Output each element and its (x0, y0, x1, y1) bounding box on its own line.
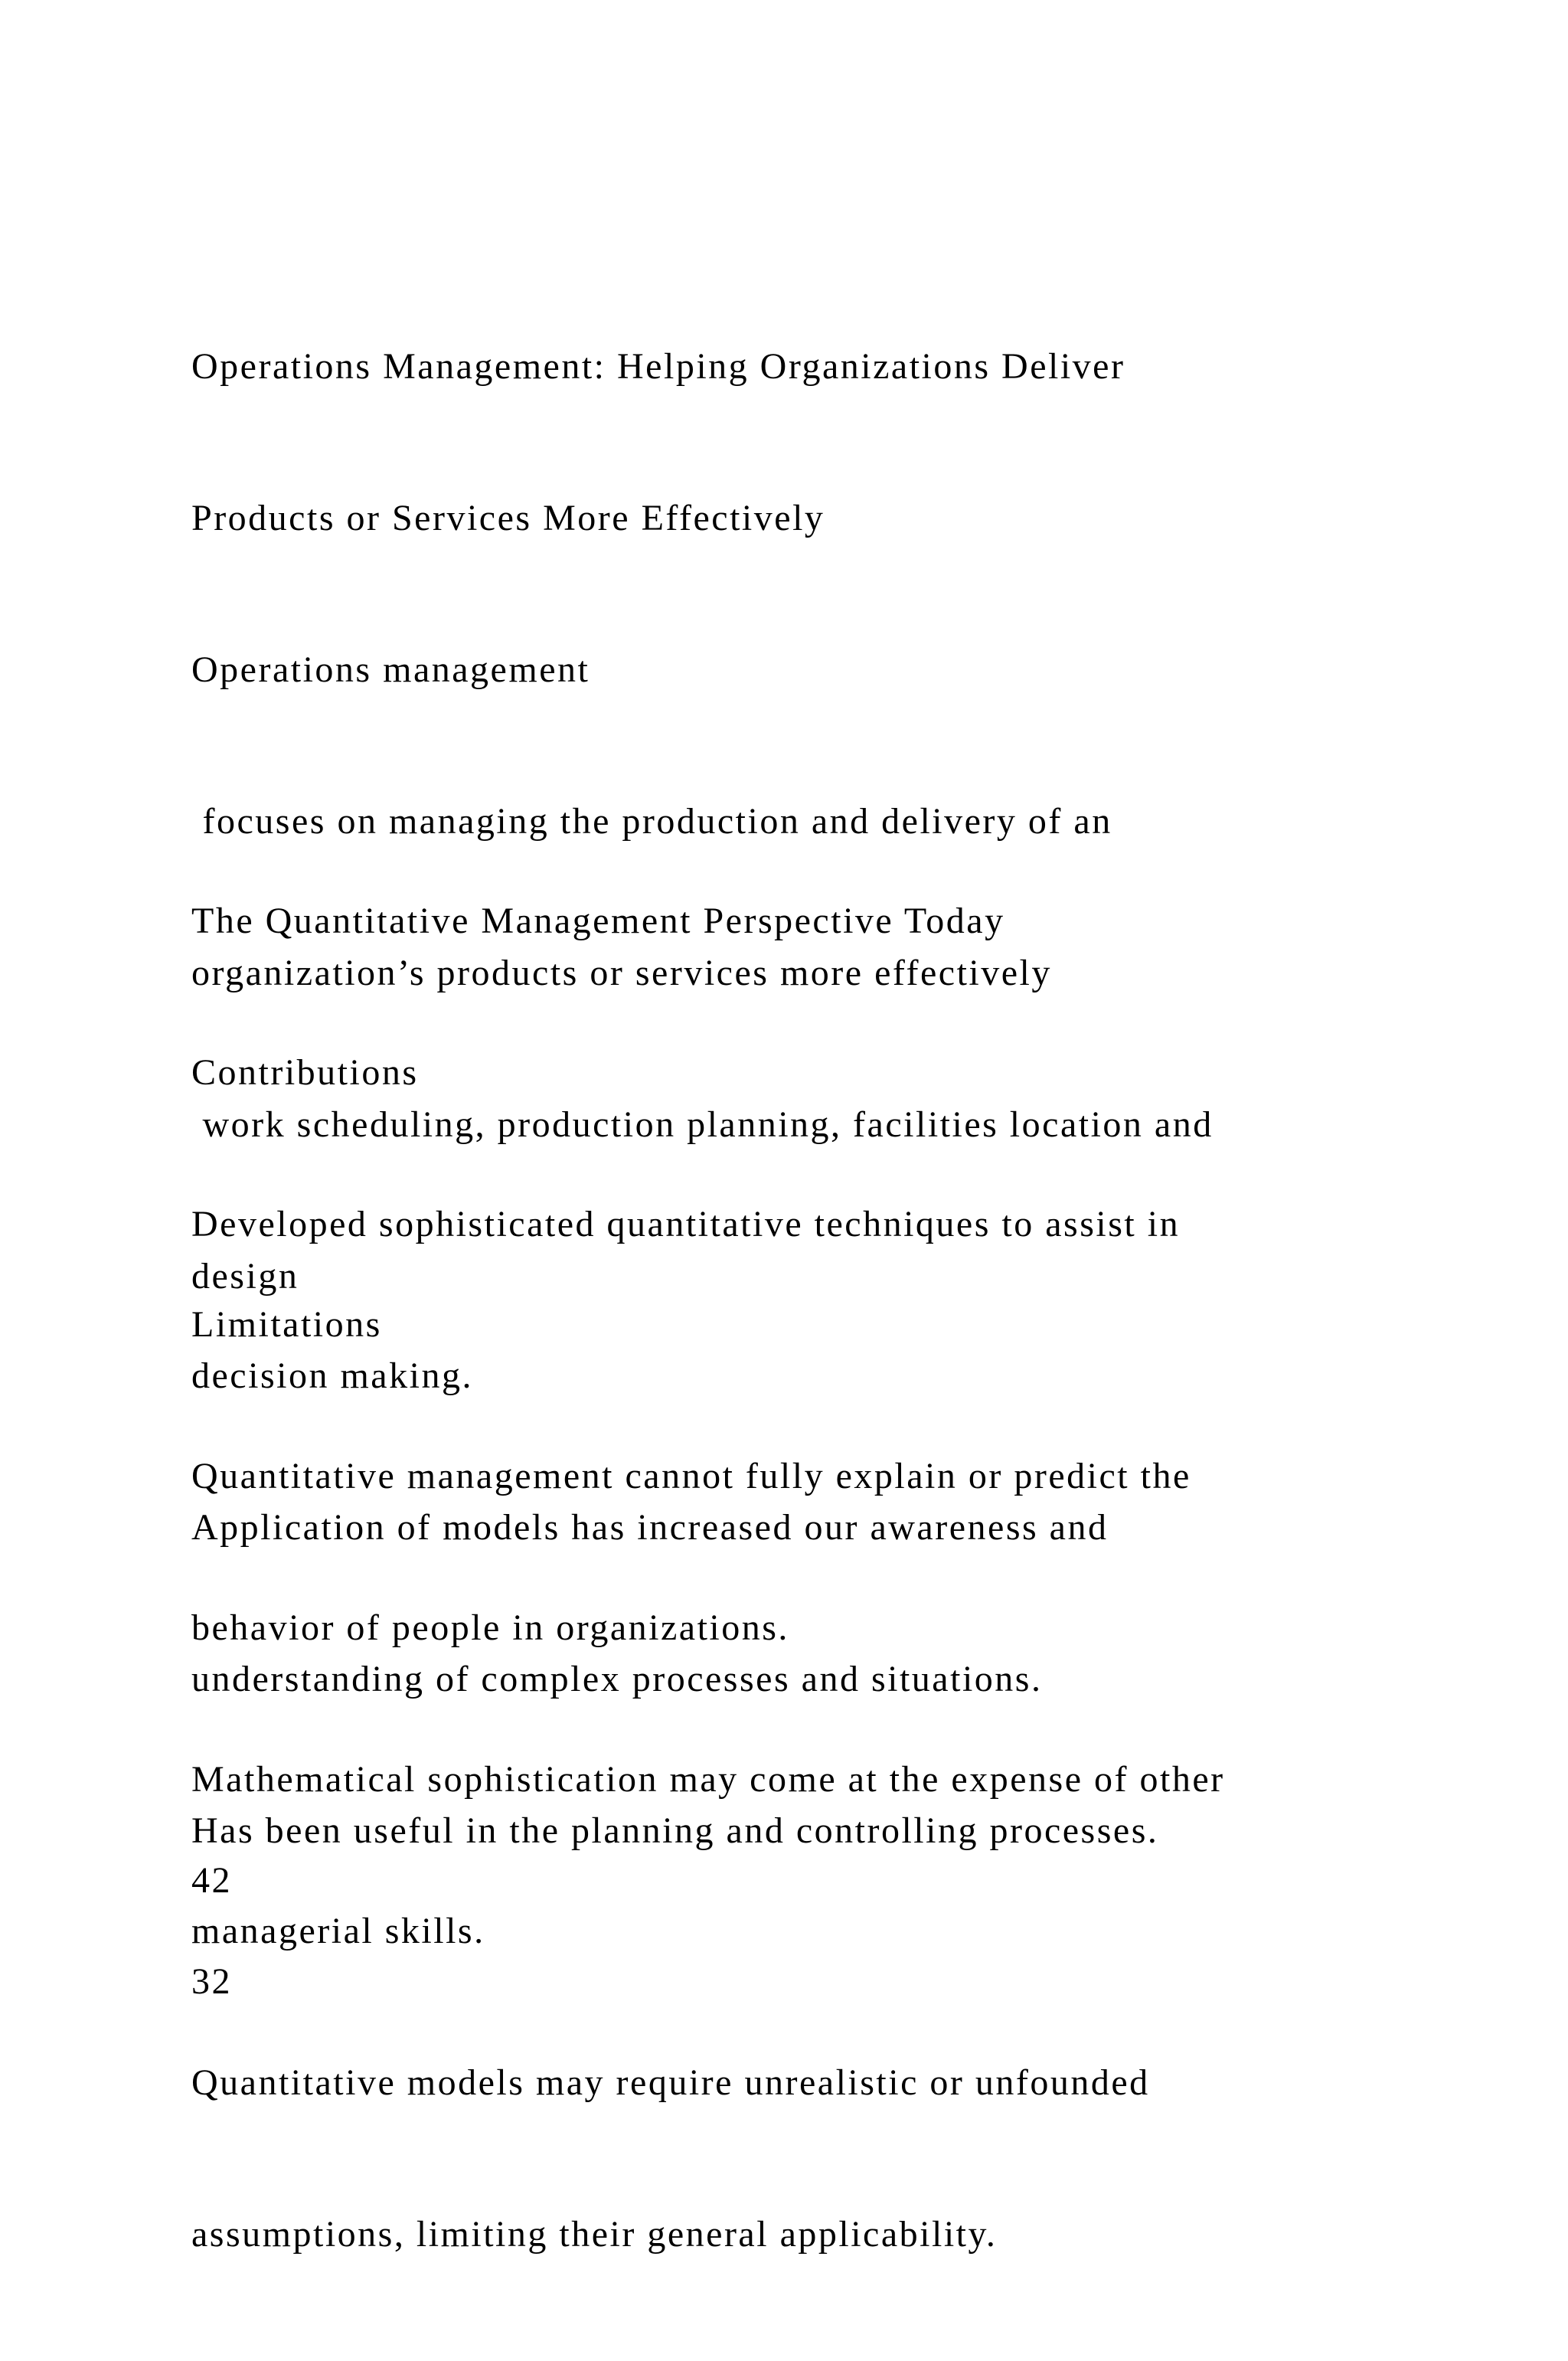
contribution-2-line-1: Application of models has increased our awareness and (191, 1507, 1109, 1548)
operations-definition-line-1: focuses on managing the production and delivery of an (191, 801, 1112, 842)
contribution-1-line-2: decision making. (191, 1355, 473, 1396)
operations-examples-line-1: work scheduling, production planning, facilities location and (191, 1104, 1214, 1145)
contribution-3: Has been useful in the planning and controlling processes. (191, 1810, 1159, 1851)
page-number-lower (191, 1856, 1554, 2108)
operations-examples-line-2: design (191, 1256, 299, 1297)
contribution-2-line-2: understanding of complex processes and situations. (191, 1659, 1043, 1699)
operations-definition-line-2: organization’s products or services more effectively (191, 953, 1052, 993)
limitation-3-line-2: assumptions, limiting their general applicability. (191, 2214, 998, 2255)
contribution-1-line-1: Developed sophisticated quantitative techniques to assist in (191, 1204, 1181, 1244)
limitations-subheading: Limitations (191, 1304, 382, 1345)
contributions-subheading: Contributions (191, 1052, 419, 1093)
page-number-upper-text: 42 (191, 1860, 232, 1901)
quantitative-heading: The Quantitative Management Perspective Today (191, 901, 1005, 941)
limitation-2-line-1: Mathematical sophistication may come at the expense of other (191, 1759, 1225, 1800)
operations-term: Operations management (191, 649, 590, 690)
limitation-1-line-1: Quantitative management cannot fully explain or predict the (191, 1456, 1191, 1496)
operations-heading-line-2: Products or Services More Effectively (191, 498, 825, 538)
operations-heading-line-1: Operations Management: Helping Organizations Deliver (191, 346, 1125, 387)
limitation-2-line-2: managerial skills. (191, 1911, 485, 1951)
limitation-1-line-2: behavior of people in organizations. (191, 1607, 789, 1648)
limitation-3-line-1: Quantitative models may require unrealistic or unfounded (191, 2062, 1150, 2103)
page-number-lower-text: 32 (191, 1961, 232, 2002)
